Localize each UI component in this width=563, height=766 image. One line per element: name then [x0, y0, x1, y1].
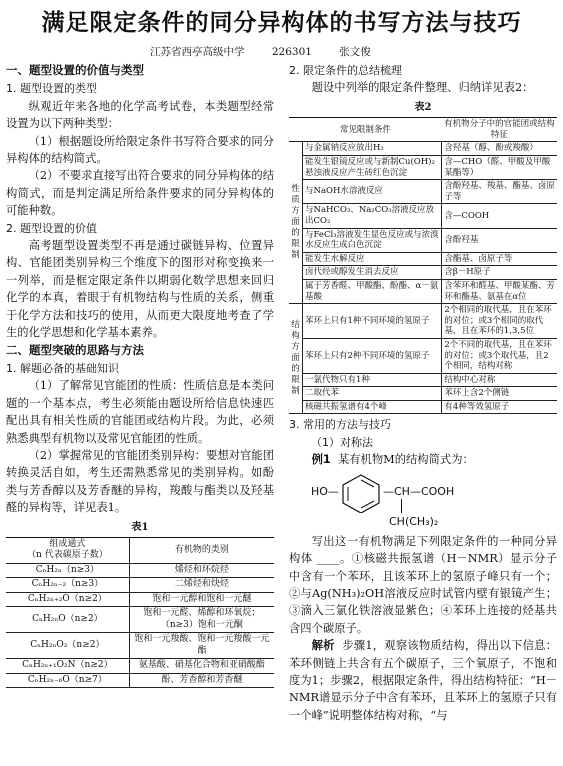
condition-cell: 苯环上只有1种不同环境的氢原子 [303, 304, 442, 339]
table-caption: 表1 [131, 521, 149, 533]
analysis-text: 步骤1，观察该物质结构，得出以下信息：苯环侧链上共含有五个碳原子，三个氧原子，不饱和度为1；步骤2，根据限定条件，得出结构特征：“H－NMR谱显示分子中含有苯环，且苯环上的氢原子只有一个峰”说明整体结构对称，“与 [289, 639, 557, 722]
feature-cell: 2个不同的取代基，且在苯环的对位；或3个取代基，且2个相同，结构对称 [442, 338, 557, 373]
subsection-heading: 2. 题型设置的价值 [6, 221, 97, 235]
formula-cell: CₙH₂ₙO₂（n≥2） [6, 633, 129, 659]
molecule-substituent: CH(CH₃)₂ [389, 514, 439, 528]
table-header-cell [6, 537, 129, 563]
paragraph: 高考题型设置类型不再是通过碳链异构、位置异构、官能团类别异构三个维度下的图形对称变换来一一列举，而是框定限定条件以期弱化数学思想来回归化学的本真，着眼于有机物结构与性质的关系，侧重于化学方法和技巧的使用，从而更大限度地考查了学生的化学思想和化学基本素养。 [6, 239, 274, 340]
table-caption: 表2 [414, 101, 432, 113]
benzene-ring-icon [339, 473, 383, 513]
formula-cell: CₙH₂ₙO（n≥2） [6, 607, 129, 633]
class-cell: 二烯烃和炔烃 [129, 578, 274, 593]
table-2 [289, 117, 557, 414]
feature-cell: 含羟基（醇、酚或羧酸） [442, 142, 557, 156]
class-cell: 饱和一元羧酸、饱和一元羧酸一元酯 [129, 633, 274, 659]
feature-cell: 含酚羟基 [442, 228, 557, 252]
condition-cell: 与金属钠反应放出H₂ [303, 142, 442, 156]
subsection-heading: （1）对称法 [311, 435, 373, 449]
molecule-ho: HO— [311, 484, 339, 498]
molecule-structure [289, 473, 557, 533]
table-row [289, 204, 557, 228]
subsection-heading: 1. 解题必备的基础知识 [6, 361, 119, 375]
condition-cell: 核磁共振氢谱有4个峰 [303, 400, 442, 414]
condition-cell: 属于芳香醛、甲酸酯、酚酯、α－氨基酸 [303, 279, 442, 303]
class-cell: 饱和一元醇和饱和一元醚 [129, 592, 274, 607]
header-line: 组成通式 [49, 538, 86, 549]
feature-cell: 含—COOH [442, 204, 557, 228]
feature-cell: 含—CHO（醛、甲酸及甲酸某酯等） [442, 156, 557, 180]
feature-cell: 2个相同的取代基，且在苯环的对位；或3个相同的取代基，且在苯环的1,3,5位 [442, 304, 557, 339]
table-row [289, 400, 557, 414]
class-cell: 氨基酸、硝基化合物和亚硝酸酯 [129, 659, 274, 674]
byline [150, 44, 395, 59]
table-row [289, 142, 557, 156]
author-school: 江苏省西亭高级中学 [150, 46, 245, 58]
table-row [289, 373, 557, 387]
table-row [289, 266, 557, 280]
author-name: 张文俊 [339, 46, 371, 58]
condition-cell: 与NaOH水溶液反应 [303, 180, 442, 204]
feature-cell: 含酚羟基、羧基、酯基、卤原子等 [442, 180, 557, 204]
formula-cell: CₙH₂ₙ₋₂（n≥3） [6, 578, 129, 593]
feature-cell: 含β－H原子 [442, 266, 557, 280]
paragraph: 写出这一有机物满足下列限定条件的一种同分异构体 ____。①核磁共振氢谱（H－NMR）显示分子中含有一个苯环，且该苯环上的氢原子峰只有一个；②与Ag(NH₃)₂OH溶液反应时试管内壁有银镜产生；③滴入三氯化铁溶液显紫色；④苯环上连接的烃基共含四个碳原子。 [289, 534, 557, 635]
formula-cell: CₙH₂ₙ₊₂O（n≥2） [6, 592, 129, 607]
postal-code: 226301 [271, 46, 312, 58]
table-header-cell: 有机物分子中的官能团或结构特征 [442, 118, 557, 142]
example-label: 例1 [311, 453, 331, 467]
condition-cell: 能发生银镜反应或与新制Cu(OH)₂悬浊液反应产生砖红色沉淀 [303, 156, 442, 180]
table-row [6, 633, 274, 659]
table-row [289, 180, 557, 204]
condition-cell: 能发生水解反应 [303, 252, 442, 266]
table-row [6, 563, 274, 578]
condition-cell: 一氯代物只有1种 [303, 373, 442, 387]
table-row [289, 156, 557, 180]
feature-cell: 苯环上含2个侧链 [442, 387, 557, 401]
table-1 [6, 537, 274, 689]
paragraph: 纵观近年来各地的化学高考试卷，本类题型经常设置为以下两种类型： [6, 99, 274, 131]
class-cell: 酚、芳香醇和芳香醚 [129, 673, 274, 688]
formula-cell: CₙH₂ₙ（n≥3） [6, 563, 129, 578]
table-row [6, 578, 274, 593]
subsection-heading: 1. 题型设置的类型 [6, 82, 97, 96]
table-row [289, 228, 557, 252]
section-heading: 二、题型突破的思路与方法 [6, 342, 144, 357]
paragraph: （1）了解常见官能团的性质：性质信息是本类问题的一个基本点，考生必须能由题设所给信息快速匹配出具有相关性质的官能团或结构片段。为此，必须熟悉典型有机物以及常见官能团的性质。 [6, 379, 274, 445]
table-row [6, 673, 274, 688]
example-text: 某有机物M的结构简式为： [337, 453, 474, 467]
bond-line [401, 499, 402, 513]
left-column [6, 62, 274, 688]
table-row [289, 304, 557, 339]
article-title: 满足限定条件的同分异构体的书写方法与技巧 [41, 10, 522, 36]
feature-cell: 结构中心对称 [442, 373, 557, 387]
section-heading: 一、题型设置的价值与类型 [6, 63, 144, 77]
condition-cell: 与NaHCO₃、Na₂CO₃溶液反应放出CO₂ [303, 204, 442, 228]
feature-cell: 有4种等效氢原子 [442, 400, 557, 414]
subsection-heading: 2. 限定条件的总结梳理 [289, 64, 402, 77]
table-row [6, 592, 274, 607]
table-row [289, 387, 557, 401]
right-column [289, 62, 557, 724]
category-cell: 结构方面的限制 [289, 304, 303, 414]
paragraph [289, 637, 557, 724]
table-row [6, 659, 274, 674]
table-body [289, 142, 557, 414]
analysis-label: 解析 [311, 639, 335, 653]
header-line: （n 代表碳原子数） [27, 550, 108, 561]
condition-cell: 与FeCl₃溶液发生显色反应或与浓溴水反应生成白色沉淀 [303, 228, 442, 252]
formula-cell: CₙH₂ₙ₊₁O₂N（n≥2） [6, 659, 129, 674]
table-body [6, 563, 274, 688]
table-header-row [289, 118, 557, 142]
category-cell: 性质方面的限制 [289, 142, 303, 304]
feature-cell: 含苯环和醛基、甲酸某酯、芳环和酯基、氨基在α位 [442, 279, 557, 303]
table-row [289, 338, 557, 373]
feature-cell: 含酯基、卤原子等 [442, 252, 557, 266]
paragraph [289, 451, 557, 468]
table-row [289, 252, 557, 266]
paragraph: （2）不要求直接写出符合要求的同分异构体的结构简式，而是判定满足所给条件要求的同分异构体的可能种数。 [6, 169, 274, 218]
table-header-row [6, 537, 274, 563]
molecule-chain: —CH—COOH [383, 484, 455, 498]
condition-cell: 苯环上只有2种不同环境的氢原子 [303, 338, 442, 373]
class-cell: 烯烃和环烷烃 [129, 563, 274, 578]
formula-cell: CₙH₂ₙ₋₆O（n≥7） [6, 673, 129, 688]
table-header-cell: 常见限制条件 [289, 118, 442, 142]
table-row [6, 607, 274, 633]
table-header-cell: 有机物的类别 [129, 537, 274, 563]
paragraph: （1）根据题设所给限定条件书写符合要求的同分异构体的结构简式。 [6, 134, 274, 166]
paragraph: 题设中列举的限定条件整理、归纳详见表2： [311, 81, 534, 95]
subsection-heading: 3. 常用的方法与技巧 [289, 418, 391, 432]
table-row [289, 279, 557, 303]
paragraph: （2）掌握常见的官能团类别异构：要想对官能团转换灵活自如，考生还需熟悉常见的类别异构。如酚类与芳香醇以及芳香醚的异构，羧酸与酯类以及羟基醛的异构等，详见表1。 [6, 448, 274, 515]
condition-cell: 二取代苯 [303, 387, 442, 401]
class-cell: 饱和一元醛、烯醇和环氧烷；（n≥3）饱和一元酮 [129, 607, 274, 633]
condition-cell: 卤代烃或醇发生消去反应 [303, 266, 442, 280]
